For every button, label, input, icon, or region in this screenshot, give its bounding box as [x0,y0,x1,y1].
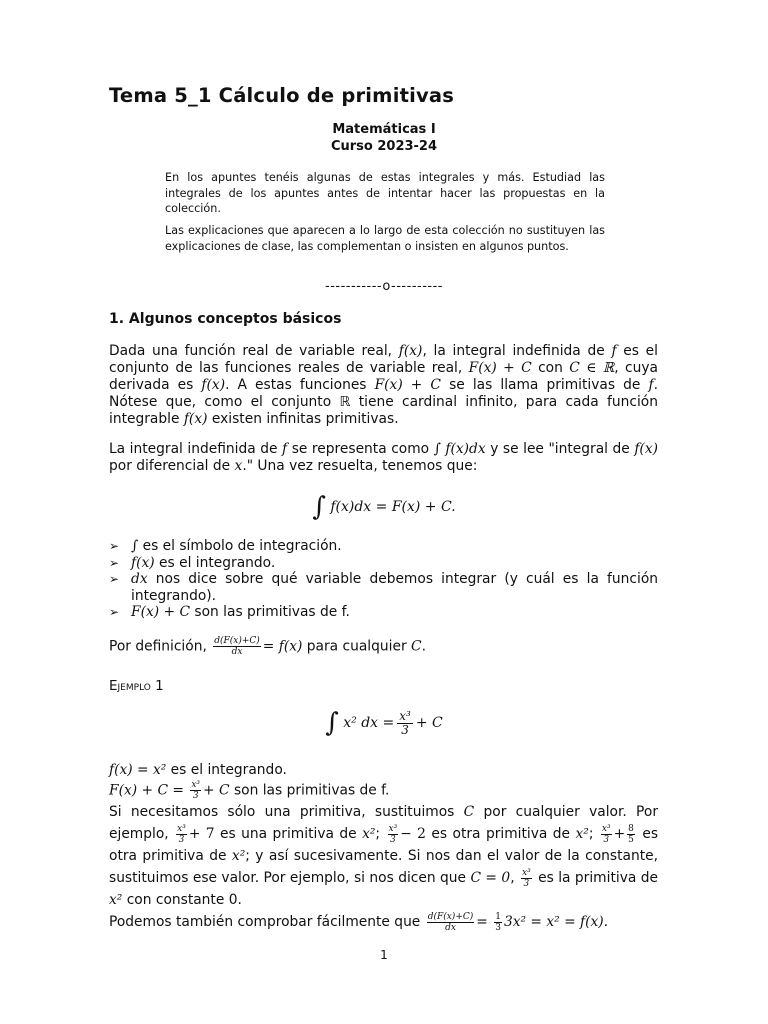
paragraph-by-definition: Por definición, $\frac{d(F(x)+C)}{dx}$ = f(x) para cualquier C. [109,636,426,657]
paragraph-definition: Dada una función real de variable real, f(x), la integral indefinida de f es el conjunto de las funciones reales de variable real, F(x) + C con C ∈ ℝ, cuya derivada es f(x). A estas funciones F(x) + C se las llama primitivas de f. Nótese que, como el conjunto ℝ tiene cardinal infinito, para cada función integrable f(x) existen infinitas primitivas. [109,343,658,427]
arrow-bullet-icon: ➢ [109,539,120,553]
intro-note-1: En los apuntes tenéis algunas de estas integrales y más. Estudiad las integrales de los apuntes antes de intentar hacer las propuestas en la colección. [165,171,605,215]
separator: -----------o---------- [325,279,443,294]
list-item: ➢ dx nos dice sobre qué variable debemos integrar (y cuál es la función integrando). [109,571,658,604]
bullet-list [109,538,658,621]
fraction-x3-3: $\frac{\text{x³}}{3}$ [177,823,186,845]
equation-integral: ∫ f(x)dx = F(x) + C. [312,492,456,522]
course-year: Curso 2023-24 [330,139,438,154]
page-title: Tema 5_1 Cálculo de primitivas [109,84,455,107]
paragraph-notation: La integral indefinida de f se representa como ∫ f(x)dx y se lee "integral de f(x) por diferencial de x." Una vez resuelta, tenemos que: [109,441,658,474]
list-item: ➢ F(x) + C son las primitivas de f. [109,604,350,620]
fraction-x3-3: $\frac{\text{x³}}{3}$ [601,823,611,845]
integral-sign-icon: ∫ [325,708,339,738]
derivative-fraction: $\frac{d(F(x)+C)}{dx}$ [427,911,474,933]
derivative-fraction: $\frac{d(F(x)+C)}{dx}$ [214,636,260,657]
page-number: 1 [380,948,388,962]
arrow-bullet-icon: ➢ [109,605,120,619]
primitive-fraction: $\frac{\text{x³}}{3}$ [191,780,201,801]
integral-sign-icon: ∫ [312,492,326,522]
arrow-bullet-icon: ➢ [109,555,120,570]
fraction-8-5: $\frac{8}{5}$ [628,823,634,845]
fraction-x3-3: $\frac{\text{x³}}{3}$ [388,823,398,845]
equation-example: ∫ x² dx = $\frac{\text{x³}}{3}$ + C [325,708,443,738]
fraction-1-3: $\frac{1}{3}$ [495,911,501,933]
example-explanation: f(x) = x² es el integrando. F(x) + C = $\frac{\text{x³}}{3}$ + C son las primitivas de f. Si necesitamos sólo una primitiva, sustituimos C por cualquier valor. Por ejemplo, $\frac{\text{x³}}{3}$ + 7 es una primitiva de x²; $\frac{\text{x³}}{3}$ − 2 es otra primitiva de x²; $\frac{\text{x³}}{3}$ + $\frac{8}{5}$ es otra primitiva de x²; y así sucesivamente. Si nos dan el valor de la constante, sustituimos ese valor. Por ejemplo, si nos dicen que C = 0, $\frac{\text{x³}}{3}$ es la primitiva de x² con constante 0. Podemos también comprobar fácilmente que $\frac{d(F(x)+C)}{dx}$ = $\frac{1}{3}$ 3x² = x² = f(x). [109,762,659,933]
example-label: Ejemplo 1 [109,678,164,694]
section-heading: 1. Algunos conceptos básicos [109,311,342,327]
list-item: ➢ f(x) es el integrando. [109,554,276,571]
course-name: Matemáticas I [332,122,436,137]
example-fraction: $\frac{\text{x³}}{3}$ [399,708,411,737]
arrow-bullet-icon: ➢ [109,572,120,586]
fraction-x3-3: $\frac{\text{x³}}{3}$ [522,867,531,889]
list-item: ➢ ∫ es el símbolo de integración. [109,538,342,554]
intro-note-2: Las explicaciones que aparecen a lo largo de esta colección no sustituyen las explicaciones de clase, las complementan o insisten en algunos puntos. [165,224,605,253]
